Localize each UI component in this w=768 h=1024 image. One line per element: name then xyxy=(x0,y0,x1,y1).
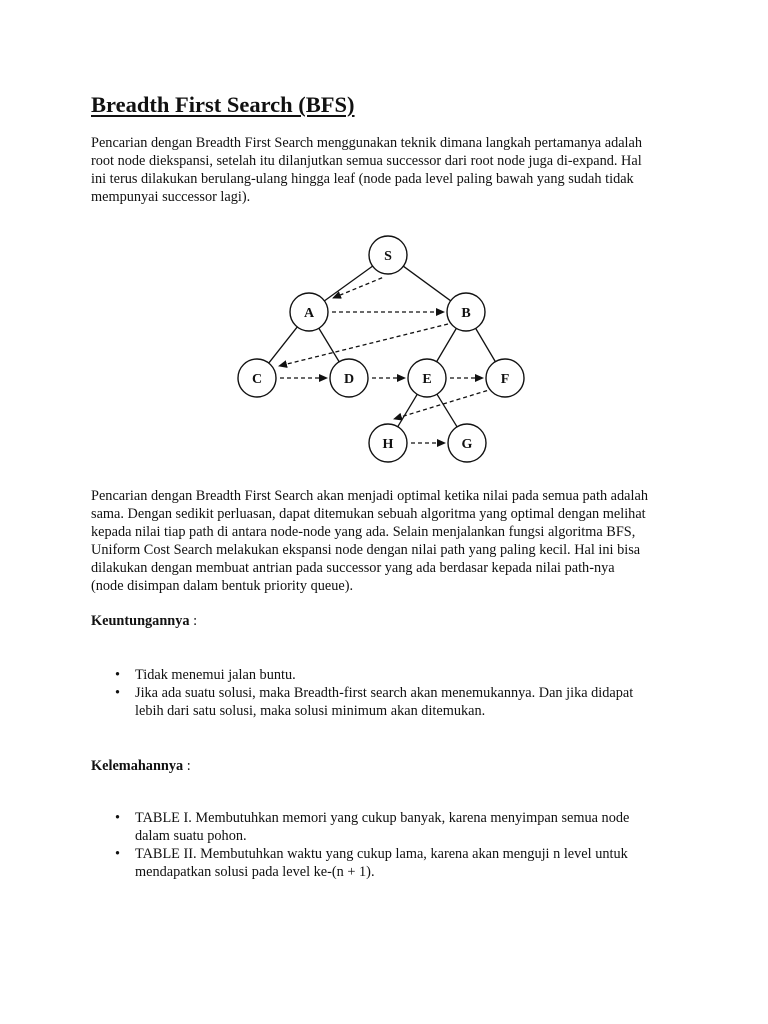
body-line: Uniform Cost Search melakukan ekspansi node dengan nilai path yang paling kecil. Hal ini bisa xyxy=(91,542,641,559)
intro-line: ini terus dilakukan berulang-ulang hingga leaf (node pada level paling bawah yang sudah tidak xyxy=(91,171,634,188)
tree-edge-b-f xyxy=(476,328,496,361)
tree-edges xyxy=(269,266,496,427)
keuntungan-heading-label: Keuntungannya xyxy=(91,613,190,629)
body-line: Pencarian dengan Breadth First Search akan menjadi optimal ketika nilai pada semua path adalah xyxy=(91,488,648,504)
body-line: sama. Dengan sedikit perluasan, dapat ditemukan sebuah algoritma yang optimal dengan melihat xyxy=(91,506,646,523)
tree-node-g xyxy=(448,424,486,462)
node-label: C xyxy=(251,372,263,387)
body-line: dilakukan dengan membuat antrian pada successor yang ada berdasar kepada nilai path-nya xyxy=(91,560,615,577)
bfs-tree-diagram xyxy=(228,230,530,472)
kelemahan-heading xyxy=(91,757,191,775)
list-item xyxy=(91,684,711,720)
bullet-icon: • xyxy=(115,846,121,863)
keuntungan-list xyxy=(91,666,711,720)
intro-line: Pencarian dengan Breadth First Search menggunakan teknik dimana langkah pertamanya adalah xyxy=(91,135,643,151)
heading-colon: : xyxy=(183,758,191,774)
tree-node-h xyxy=(369,424,407,462)
tree-edge-a-c xyxy=(269,327,297,363)
list-item xyxy=(91,809,711,845)
node-label: S xyxy=(384,249,392,264)
list-item-line: mendapatkan solusi pada level ke-(n + 1). xyxy=(135,864,375,881)
kelemahan-heading-label: Kelemahannya xyxy=(91,758,184,774)
tree-edge-s-b xyxy=(403,266,450,301)
tree-node-b xyxy=(447,293,485,331)
traversal-arrow-f-h xyxy=(394,391,487,419)
list-item xyxy=(91,845,711,881)
list-item xyxy=(91,666,711,684)
node-label: H xyxy=(382,437,394,452)
body-paragraph xyxy=(91,487,711,596)
traversal-arrow-s-a xyxy=(333,278,382,298)
list-item-line: Tidak menemui jalan buntu. xyxy=(135,667,296,683)
tree-edge-e-h xyxy=(398,394,417,426)
bullet-icon: • xyxy=(115,810,121,826)
list-item-line: Jika ada suatu solusi, maka Breadth-first search akan menemukannya. Dan jika didapat xyxy=(135,685,634,702)
tree-node-e xyxy=(408,359,446,397)
bullet-icon: • xyxy=(115,685,121,702)
heading-colon: : xyxy=(189,613,198,629)
node-label: B xyxy=(461,306,471,321)
list-item-line: dalam suatu pohon. xyxy=(135,828,247,845)
intro-line: mempunyai successor lagi). xyxy=(91,189,251,206)
page-title: Breadth First Search (BFS) xyxy=(91,92,355,117)
body-line: kepada nilai tiap path di antara node-node yang ada. Selain menjalankan fungsi algoritma BFS, xyxy=(91,524,636,541)
node-label: D xyxy=(343,372,355,387)
body-line: (node disimpan dalam bentuk priority queue). xyxy=(91,578,354,595)
list-item-line: TABLE II. Membutuhkan waktu yang cukup lama, karena akan menguji n level untuk xyxy=(135,846,628,863)
tree-nodes xyxy=(238,236,524,462)
tree-edge-b-e xyxy=(437,328,457,361)
intro-line: root node diekspansi, setelah itu dilanjutkan semua successor dari root node juga di-expand. Hal xyxy=(91,153,642,170)
kelemahan-list xyxy=(91,809,711,881)
tree-node-c xyxy=(238,359,276,397)
tree-edge-e-g xyxy=(437,394,457,427)
node-label: G xyxy=(461,437,473,452)
keuntungan-heading xyxy=(91,612,197,630)
tree-node-d xyxy=(330,359,368,397)
node-label: F xyxy=(500,372,510,387)
node-label: E xyxy=(422,372,432,387)
intro-paragraph xyxy=(91,134,711,206)
list-item-line: TABLE I. Membutuhkan memori yang cukup banyak, karena menyimpan semua node xyxy=(135,810,630,826)
list-item-line: lebih dari satu solusi, maka solusi minimum akan ditemukan. xyxy=(135,703,486,720)
bullet-icon: • xyxy=(115,667,121,683)
node-label: A xyxy=(303,306,315,321)
tree-node-a xyxy=(290,293,328,331)
tree-node-f xyxy=(486,359,524,397)
tree-edge-s-a xyxy=(324,266,372,301)
tree-edge-a-d xyxy=(319,328,339,362)
tree-node-s xyxy=(369,236,407,274)
